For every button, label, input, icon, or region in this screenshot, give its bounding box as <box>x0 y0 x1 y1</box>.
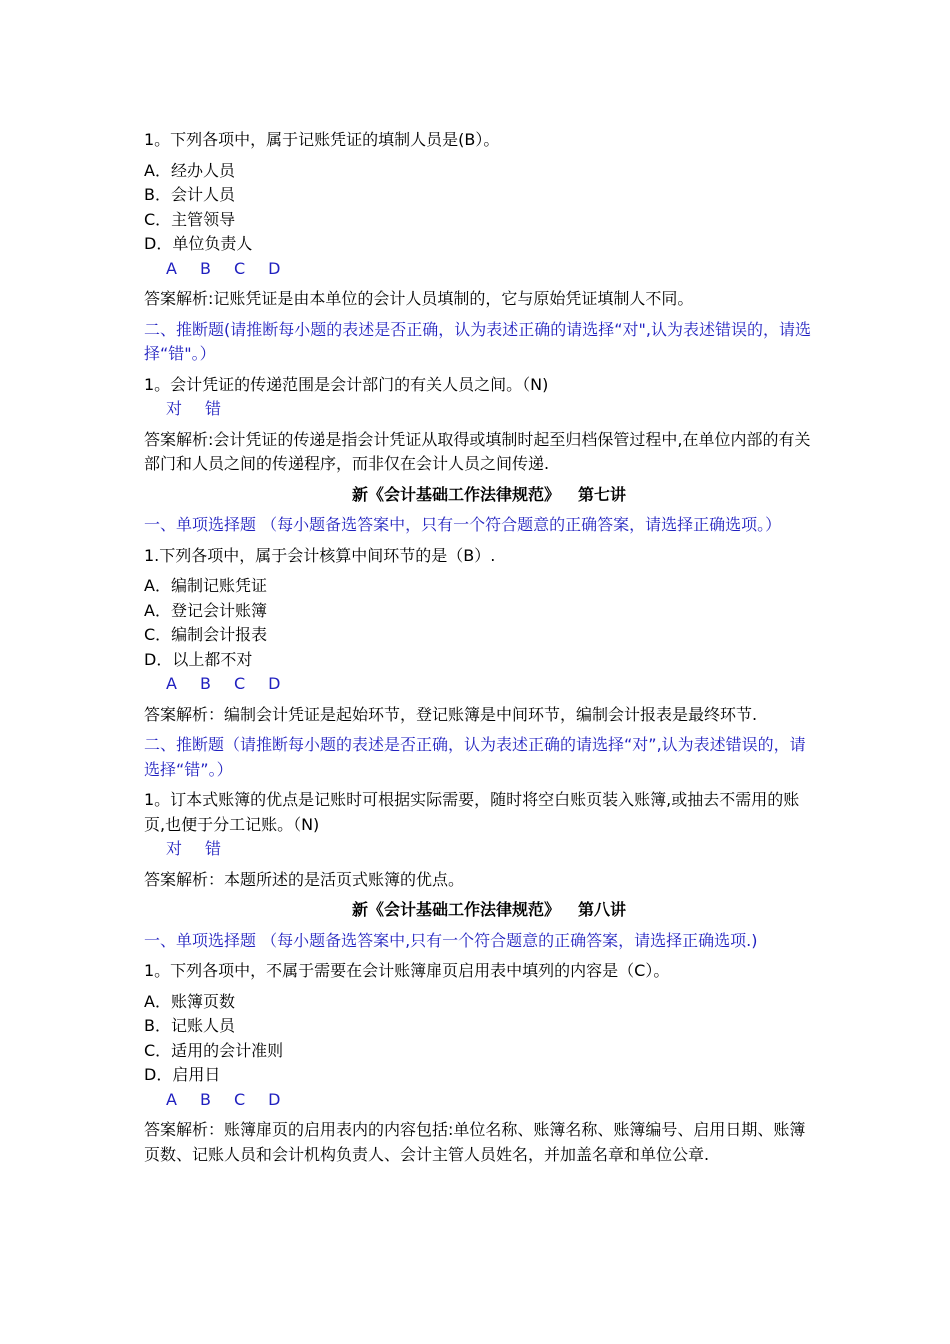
question-1: 1。下列各项中，属于记账凭证的填制人员是(B）。 <box>144 130 500 149</box>
choice-b[interactable]: B <box>199 1089 211 1109</box>
option-b: B．会计人员 <box>144 185 235 204</box>
choice-false[interactable]: 错 <box>205 839 222 858</box>
answer-analysis: 答案解析:记账凭证是由本单位的会计人员填制的，它与原始凭证填制人不同。 <box>144 289 694 308</box>
answer-choices <box>144 1088 814 1113</box>
choice-b[interactable]: B <box>199 674 211 693</box>
lecture-7-title <box>144 483 814 508</box>
question-1: 1.下列各项中，属于会计核算中间环节的是（B）. <box>144 545 496 565</box>
section-heading-judge: 二、推断题(请推断每小题的表述是否正确，认为表述正确的请选择“对",认为表述错误的，请选择“错"。） <box>144 319 811 363</box>
choice-false[interactable]: 错 <box>205 399 222 418</box>
option-a: A．经办人员 <box>144 160 235 180</box>
judge-analysis: 答案解析:会计凭证的传递是指会计凭证从取得或填制时起至归档保管过程中,在单位内部的有关部门和人员之间的传递程序，而非仅在会计人员之间传递. <box>144 429 811 473</box>
lecture-title: 新《会计基础工作法律规范》 <box>351 484 560 504</box>
choice-a[interactable]: A <box>166 674 177 693</box>
option-a: A．账簿页数 <box>144 991 235 1011</box>
answer-analysis: 答案解析：账簿扉页的启用表内的内容包括:单位名称、账簿名称、账簿编号、启用日期、账簿页数、记账人员和会计机构负责人、会计主管人员姓名，并加盖名章和单位公章. <box>144 1120 806 1164</box>
option-a: A．编制记账凭证 <box>144 576 267 595</box>
answer-choices <box>144 672 814 697</box>
lecture-number: 第八讲 <box>578 900 627 919</box>
option-d: D．以上都不对 <box>144 649 253 669</box>
answer-choices <box>144 257 814 282</box>
section-heading-single: 一、单项选择题 （每小题备选答案中,只有一个符合题意的正确答案，请选择正确选项.) <box>144 930 758 950</box>
option-b: A．登记会计账簿 <box>144 600 267 620</box>
choice-d[interactable]: D <box>268 258 281 278</box>
choice-a[interactable]: A <box>166 258 177 278</box>
option-c: C．适用的会计准则 <box>144 1040 284 1060</box>
option-c: C．编制会计报表 <box>144 625 268 644</box>
option-c: C．主管领导 <box>144 209 236 229</box>
option-d: D．启用日 <box>144 1065 221 1084</box>
question-1: 1。下列各项中，不属于需要在会计账簿扉页启用表中填列的内容是（C）。 <box>144 961 670 980</box>
section-heading-judge: 二、推断题（请推断每小题的表述是否正确，认为表述正确的请选择“对”,认为表述错误的，请选择“错”。） <box>144 735 806 779</box>
choice-b[interactable]: B <box>199 258 211 278</box>
answer-analysis: 答案解析：编制会计凭证是起始环节，登记账簿是中间环节，编制会计报表是最终环节. <box>144 704 758 724</box>
choice-c[interactable]: C <box>233 258 246 278</box>
judge-choices <box>144 397 814 422</box>
choice-c[interactable]: C <box>233 674 246 693</box>
judge-analysis: 答案解析：本题所述的是活页式账簿的优点。 <box>144 869 465 889</box>
judge-question-1: 1。订本式账簿的优点是记账时可根据实际需要，随时将空白账页装入账簿,或抽去不需用的账页,也便于分工记账。（N) <box>144 790 800 834</box>
lecture-number: 第七讲 <box>578 484 627 504</box>
choice-d[interactable]: D <box>268 1089 281 1109</box>
section-heading-single: 一、单项选择题 （每小题备选答案中，只有一个符合题意的正确答案，请选择正确选项。） <box>144 515 782 534</box>
judge-choices <box>144 837 814 862</box>
choice-c[interactable]: C <box>233 1089 246 1109</box>
judge-question-1: 1。会计凭证的传递范围是会计部门的有关人员之间。（N) <box>144 374 549 394</box>
document-page <box>144 128 814 1167</box>
option-d: D．单位负责人 <box>144 234 253 253</box>
choice-d[interactable]: D <box>268 674 281 693</box>
lecture-8-title <box>144 898 814 923</box>
choice-true[interactable]: 对 <box>166 839 183 858</box>
lecture-title: 新《会计基础工作法律规范》 <box>351 900 560 919</box>
choice-a[interactable]: A <box>166 1089 177 1109</box>
option-b: B．记账人员 <box>144 1016 235 1035</box>
choice-true[interactable]: 对 <box>166 399 183 418</box>
